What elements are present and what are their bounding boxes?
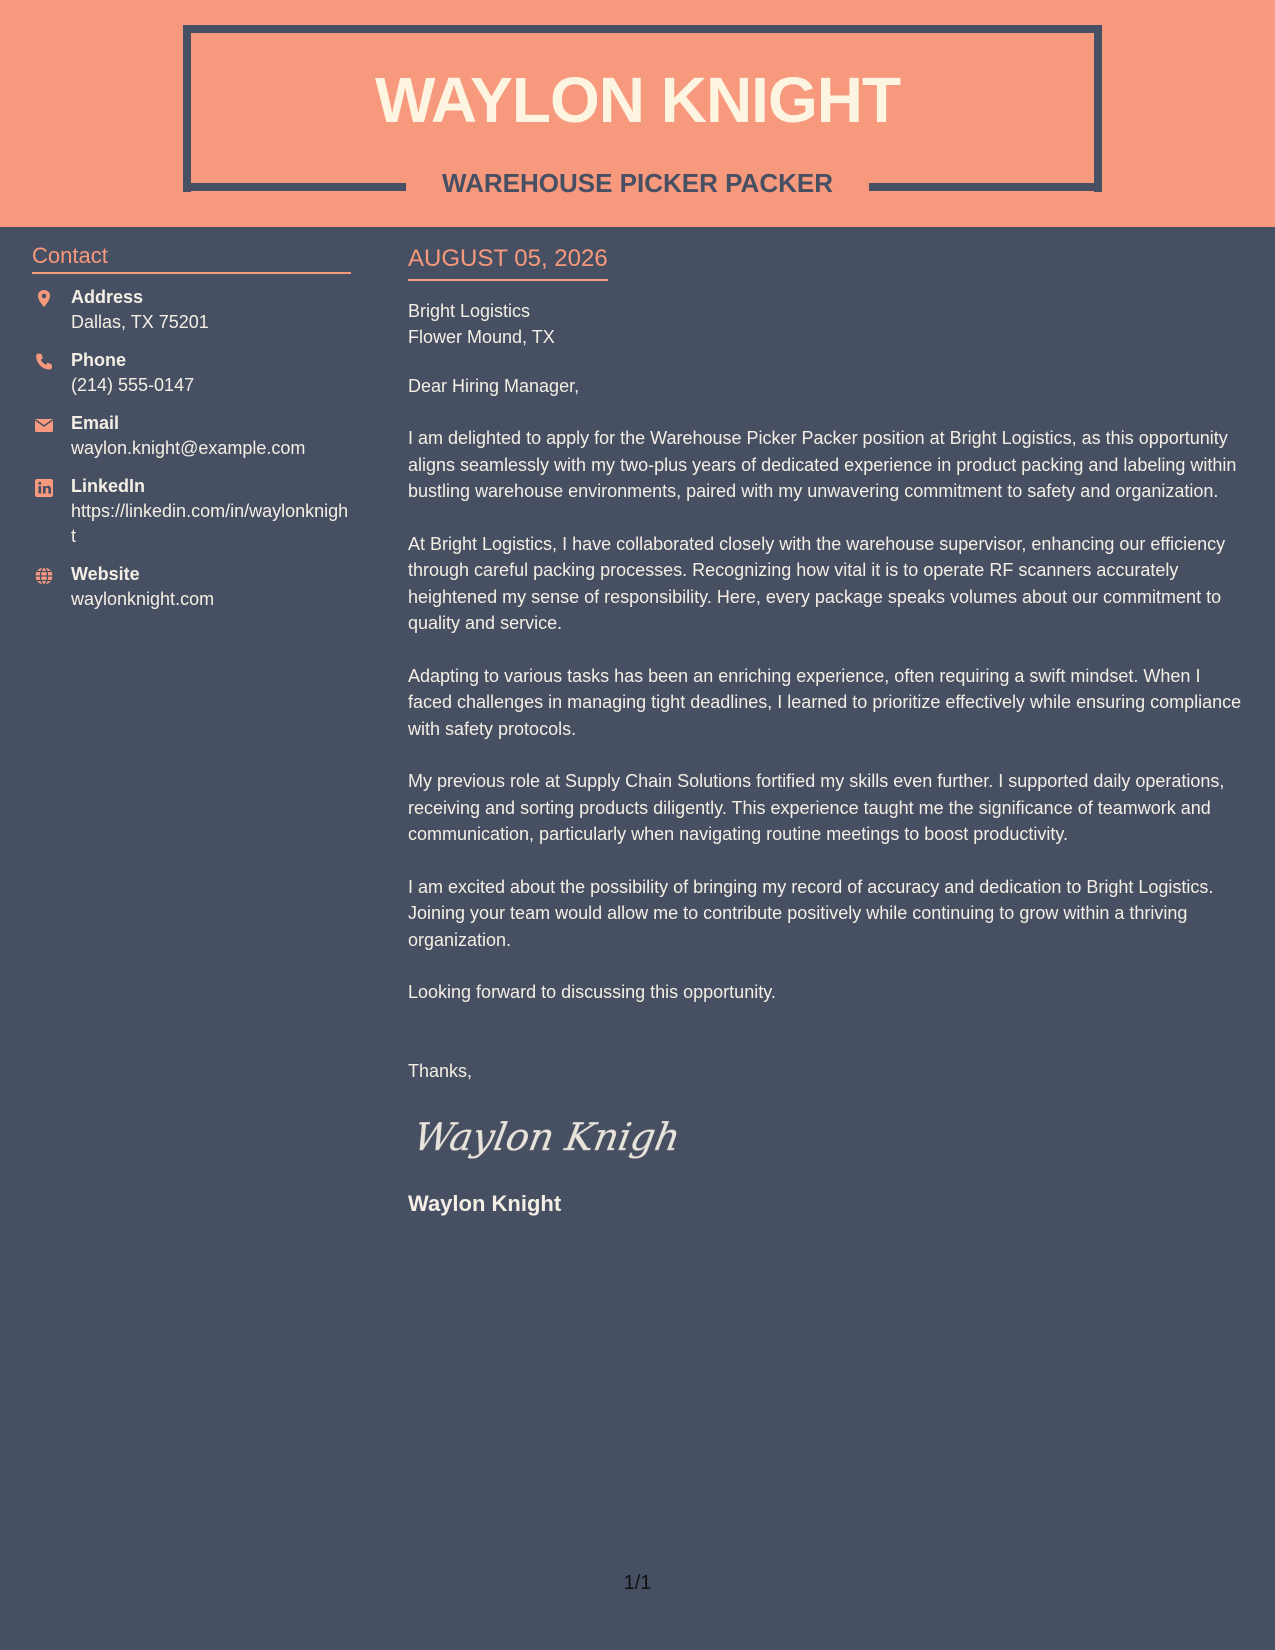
letter-paragraph: Looking forward to discussing this opportunity.: [408, 982, 776, 1002]
contact-label: Email: [71, 413, 120, 433]
recipient-company: Bright Logistics: [408, 301, 531, 321]
letter-paragraph: Adapting to various tasks has been an enriching experience, often requiring a swift mindset. When I faced challenges in managing tight deadlines, I learned to prioritize effectively while ensuring compliance with safety protocols.: [408, 665, 1242, 739]
handwritten-signature: [418, 1106, 1243, 1168]
header-banner: [0, 0, 1275, 227]
svg-text:Waylon Knight: Waylon Knight: [418, 1114, 678, 1160]
contact-item-email: [32, 411, 351, 461]
contact-item-address: [32, 285, 351, 335]
applicant-name: WAYLON KNIGHT: [374, 64, 901, 136]
salutation: Dear Hiring Manager,: [408, 376, 580, 396]
job-title: WAREHOUSE PICKER PACKER: [441, 168, 833, 198]
closing: Thanks,: [408, 1060, 473, 1081]
letter-paragraph: At Bright Logistics, I have collaborated closely with the warehouse supervisor, enhancing our efficiency through careful packing processes. Recognizing how vital it is to operate RF scanners accurately heightened my sense of responsibility. Here, every package speaks volumes about our commitment to quality and service.: [408, 533, 1226, 633]
letter-paragraph: I am delighted to apply for the Warehouse Picker Packer position at Bright Logistics, as this opportunity aligns seamlessly with my two-plus years of dedicated experience in product packing and labeling within bustling warehouse environments, paired with my unwavering commitment to safety and organization.: [408, 428, 1237, 501]
contact-item-phone: [32, 348, 351, 398]
contact-value[interactable]: https://linkedin.com/in/waylonknight: [71, 501, 349, 546]
contact-label: Website: [71, 564, 140, 584]
letter-paragraph: I am excited about the possibility of bringing my record of accuracy and dedication to Bright Logistics. Joining your team would allow me to contribute positively while continuing to grow within a thriving organization.: [408, 876, 1214, 950]
contact-item-website: [32, 562, 351, 612]
envelope-icon: [34, 415, 54, 435]
map-pin-icon: [34, 289, 54, 309]
recipient-location: Flower Mound, TX: [408, 327, 555, 347]
contact-heading: Contact: [32, 242, 351, 274]
contact-item-linkedin: [32, 474, 351, 549]
globe-icon: [34, 566, 54, 586]
contact-label: Address: [71, 287, 144, 307]
recipient-block: [408, 298, 1243, 350]
signer-name: Waylon Knight: [408, 1190, 562, 1216]
linkedin-icon: [34, 478, 54, 498]
contact-label: Phone: [71, 350, 127, 370]
page-number: 1/1: [623, 1572, 652, 1594]
letter-date: AUGUST 05, 2026: [408, 244, 608, 281]
phone-icon: [34, 352, 54, 372]
contact-sidebar: [32, 242, 351, 612]
letter-body: [408, 244, 1243, 1218]
contact-value: Dallas, TX 75201: [71, 312, 209, 332]
contact-value: (214) 555-0147: [71, 375, 195, 395]
contact-value[interactable]: waylonknight.com: [71, 589, 215, 609]
contact-label: LinkedIn: [71, 476, 146, 496]
letter-paragraph: My previous role at Supply Chain Solutions fortified my skills even further. I supported daily operations, receiving and sorting products diligently. This experience taught me the significance of teamwork and communication, particularly when navigating routine meetings to boost productivity.: [408, 771, 1225, 844]
contact-value[interactable]: waylon.knight@example.com: [71, 438, 306, 458]
